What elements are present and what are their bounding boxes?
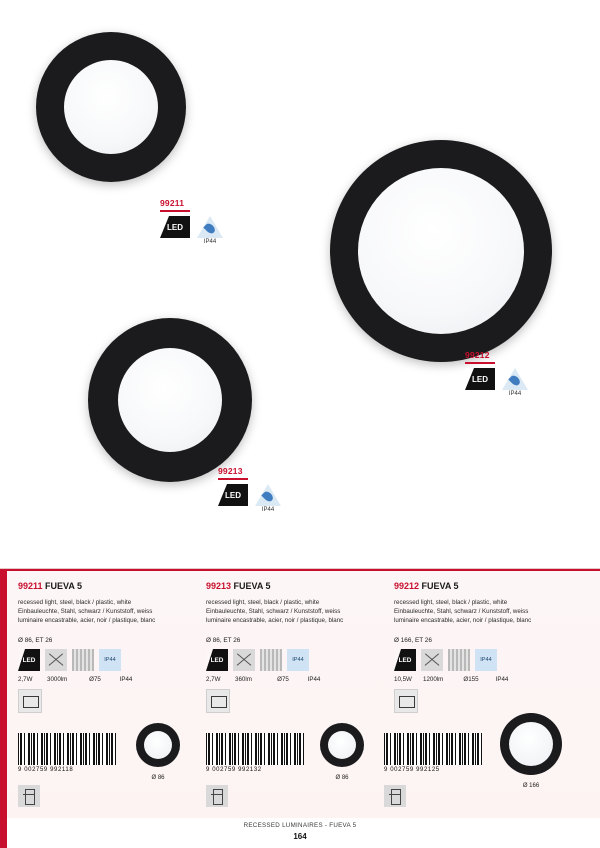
product-photo-99211 [36,32,186,182]
callout-article-number: 99212 [465,350,490,360]
ip44-icon [255,484,281,513]
ip-rating-label: IP44 [508,391,522,397]
description-en: recessed light, steel, black / plastic, white [394,599,508,606]
description-en: recessed light, steel, black / plastic, white [18,599,132,606]
spec-values-row [206,676,382,683]
wattage-value: 2,7W [18,676,33,683]
description-en: recessed light, steel, black / plastic, white [206,599,320,606]
callout-icons [218,484,281,513]
not-dimmable-icon [233,649,255,671]
ip-rating-icon [475,649,497,671]
product-photo-99212 [330,140,552,362]
ip-rating-value: IP44 [495,676,509,683]
spec-values-row [18,676,194,683]
product-column-99211 [18,581,206,713]
barcode-image [384,733,482,765]
product-column-99212 [394,581,582,713]
cut-out-value: Ø155 [463,676,479,683]
ip-rating-icon-label: IP44 [292,657,304,663]
barcode-number: 9 002759 992132 [206,767,262,773]
recessed-mount-icon [206,689,230,713]
product-description [394,598,570,625]
description-de: Einbauleuchte, Stahl, schwarz / Kunststoff, weiss [394,608,529,615]
led-icon: LED [160,216,190,238]
cut-out-value: Ø75 [277,676,289,683]
page-number: 164 [293,832,307,841]
footer-accent-bar [0,818,7,848]
callout-99212 [465,350,528,397]
description-fr: luminaire encastrable, acier, noir / plastique, blanc [394,617,532,624]
ip-triangle-icon [502,368,528,390]
product-heading [394,581,570,591]
callout-99211 [160,198,223,245]
product-article-number: 99213 [206,581,232,591]
lumen-value: 1200lm [423,676,444,683]
callout-rule [218,478,248,480]
product-article-number: 99212 [394,581,420,591]
product-column-99213 [206,581,394,713]
footer-section-title: RECESSED LUMINAIRES - FUEVA 5 [243,822,357,829]
product-columns [18,581,582,713]
product-article-number: 99211 [18,581,43,591]
mounting-row [206,689,382,713]
mounting-row [394,689,570,713]
spec-row [206,649,382,671]
description-fr: luminaire encastrable, acier, noir / plastique, blanc [206,617,344,624]
mini-lamp-diffuser [509,722,553,766]
led-icon: LED [206,649,228,671]
callout-article-number: 99211 [160,198,185,208]
packaging-icon [18,785,40,807]
not-dimmable-icon [45,649,67,671]
callout-article-number: 99213 [218,466,243,476]
led-icon: LED [218,484,248,506]
recessed-mount-icon [394,689,418,713]
left-accent-bar [0,569,7,819]
product-dimensions: Ø 166, ET 26 [394,637,432,644]
callout-99213 [218,466,281,513]
ip-rating-label: IP44 [261,507,275,513]
mini-lamp-99212 [500,713,562,775]
ip-rating-icon-label: IP44 [480,657,492,663]
product-description [206,598,382,625]
mounting-row [18,689,194,713]
product-description [18,598,194,625]
lamp-diffuser [358,168,524,334]
product-dimensions: Ø 86, ET 26 [206,637,241,644]
packaging-icon [384,785,406,807]
barcode-block-99213 [206,733,304,773]
barcode-number: 9 002759 992125 [384,767,440,773]
page-footer [0,818,600,848]
product-data-band [0,568,600,819]
lumen-value: 360lm [235,676,252,683]
barcode-image [206,733,304,765]
spec-row [18,649,194,671]
mini-lamp-caption: Ø 86 [335,775,349,781]
ip-triangle-icon [197,216,223,238]
product-dimensions: Ø 86, ET 26 [18,637,53,644]
cut-out-icon [260,649,282,671]
ip-rating-value: IP44 [307,676,321,683]
ip-rating-icon [99,649,121,671]
product-heading [206,581,382,591]
led-icon: LED [18,649,40,671]
spec-row [394,649,570,671]
barcode-image [18,733,116,765]
led-icon: LED [465,368,495,390]
water-drop-icon [508,374,521,387]
barcode-number: 9 002759 992118 [18,767,74,773]
ip-rating-icon [287,649,309,671]
callout-icons [160,216,223,245]
wattage-value: 10,5W [394,676,412,683]
barcode-block-99211 [18,733,116,773]
water-drop-icon [203,222,216,235]
ip-triangle-icon [255,484,281,506]
band-top-rule [0,569,600,571]
ip-rating-icon-label: IP44 [104,657,116,663]
ip44-icon [197,216,223,245]
callout-icons [465,368,528,397]
cut-out-value: Ø75 [89,676,101,683]
lamp-diffuser [118,348,222,452]
packaging-icon [206,785,228,807]
callout-rule [160,210,190,212]
spec-values-row [394,676,570,683]
water-drop-icon [261,490,274,503]
description-de: Einbauleuchte, Stahl, schwarz / Kunststoff, weiss [206,608,341,615]
cut-out-icon [448,649,470,671]
not-dimmable-icon [421,649,443,671]
product-name: FUEVA 5 [45,581,83,591]
ip-rating-value: IP44 [119,676,133,683]
callout-rule [465,362,495,364]
barcode-block-99212 [384,733,482,773]
mini-lamp-99211 [136,723,180,767]
lumen-value: 3000lm [47,676,68,683]
product-photo-99213 [88,318,252,482]
mini-lamp-diffuser [328,731,356,759]
mini-lamp-diffuser [144,731,172,759]
ip-rating-label: IP44 [203,239,217,245]
mini-lamp-caption: Ø 166 [522,783,540,789]
description-de: Einbauleuchte, Stahl, schwarz / Kunststoff, weiss [18,608,153,615]
wattage-value: 2,7W [206,676,221,683]
mini-lamp-99213 [320,723,364,767]
ip44-icon [502,368,528,397]
lamp-diffuser [64,60,158,154]
product-name: FUEVA 5 [421,581,459,591]
cut-out-icon [72,649,94,671]
product-name: FUEVA 5 [233,581,271,591]
led-icon: LED [394,649,416,671]
mini-lamp-caption: Ø 86 [151,775,165,781]
description-fr: luminaire encastrable, acier, noir / plastique, blanc [18,617,156,624]
recessed-mount-icon [18,689,42,713]
product-heading [18,581,194,591]
